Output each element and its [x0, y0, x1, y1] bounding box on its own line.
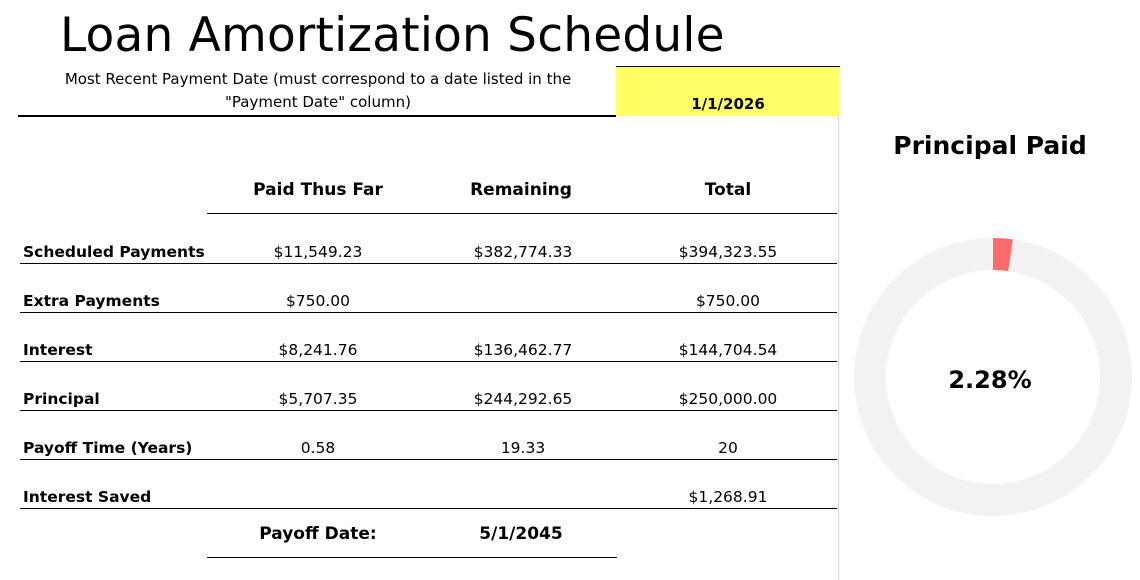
- chart-title: Principal Paid: [893, 131, 1087, 160]
- cell-total: 20: [718, 439, 738, 457]
- table-row: [20, 264, 837, 313]
- top-divider: [18, 115, 616, 117]
- cell-total: $250,000.00: [678, 390, 778, 408]
- cell-total: $1,268.91: [688, 488, 768, 506]
- recent-payment-date-cell[interactable]: [616, 66, 840, 116]
- cell-paid: $750.00: [285, 292, 351, 310]
- cell-paid: $5,707.35: [278, 390, 358, 408]
- cell-paid: 0.58: [300, 439, 336, 457]
- cell-remaining: $382,774.33: [473, 243, 573, 261]
- table-row: [20, 362, 837, 411]
- row-label: Interest Saved: [23, 488, 152, 506]
- donut-center-label: 2.28%: [948, 366, 1032, 394]
- cell-remaining: 19.33: [500, 439, 546, 457]
- cell-remaining: $244,292.65: [473, 390, 573, 408]
- recent-payment-label-line1: Most Recent Payment Date (must correspond to a date listed in the: [64, 70, 572, 88]
- cell-total: $394,323.55: [678, 243, 778, 261]
- payoff-date-value: 5/1/2045: [479, 524, 563, 544]
- cell-total: $144,704.54: [678, 341, 778, 359]
- row-label: Scheduled Payments: [23, 243, 205, 261]
- cell-paid: $11,549.23: [273, 243, 363, 261]
- table-row: [20, 411, 837, 460]
- recent-payment-label: [20, 68, 616, 116]
- header-total: Total: [704, 180, 752, 200]
- header-divider: [207, 213, 837, 214]
- recent-payment-date-value: 1/1/2026: [691, 95, 765, 113]
- table-row: [20, 215, 837, 264]
- table-row: [20, 313, 837, 362]
- header-remaining: Remaining: [470, 180, 572, 200]
- column-divider: [838, 116, 839, 580]
- row-label: Payoff Time (Years): [23, 439, 193, 457]
- row-label: Interest: [23, 341, 93, 359]
- cell-remaining: $136,462.77: [473, 341, 573, 359]
- cell-total: $750.00: [695, 292, 761, 310]
- table-row: [20, 460, 837, 509]
- header-paid-thus-far: Paid Thus Far: [253, 180, 383, 200]
- row-label: Principal: [23, 390, 100, 408]
- page-title: Loan Amortization Schedule: [60, 8, 725, 63]
- payoff-date-label: Payoff Date:: [259, 524, 377, 544]
- recent-payment-label-line2: "Payment Date" column): [225, 93, 411, 111]
- payoff-divider: [207, 557, 617, 558]
- row-label: Extra Payments: [23, 292, 160, 310]
- cell-paid: $8,241.76: [278, 341, 358, 359]
